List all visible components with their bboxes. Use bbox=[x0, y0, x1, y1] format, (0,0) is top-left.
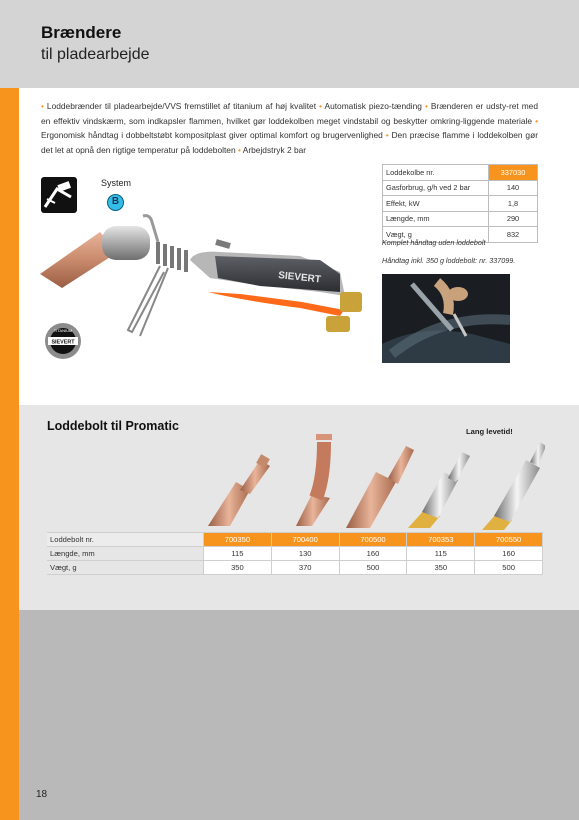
system-badge: B bbox=[107, 194, 124, 211]
page-header bbox=[0, 0, 579, 88]
bullet: • bbox=[424, 101, 428, 111]
bolt-row-label: Længde, mm bbox=[47, 547, 204, 561]
bullet: • bbox=[535, 115, 538, 126]
spec-label: Effekt, kW bbox=[383, 196, 489, 212]
bolt-cell: 700353 bbox=[407, 533, 475, 547]
table-row bbox=[383, 165, 538, 181]
bolt-table bbox=[47, 532, 543, 575]
table-row bbox=[47, 533, 543, 547]
footer-gray-block bbox=[19, 610, 579, 820]
usage-photo bbox=[382, 274, 510, 363]
bolt-700350 bbox=[208, 454, 270, 526]
intro-item: Den præcise flamme i loddekolben gør det let at opnå den rigtige temperatur på loddebolten bbox=[41, 130, 538, 155]
bolt-700500 bbox=[346, 446, 414, 528]
spec-note: Håndtag inkl. 350 g loddebolt: nr. 337099. bbox=[382, 256, 516, 265]
table-row bbox=[47, 561, 543, 575]
bolt-cell: 500 bbox=[475, 561, 543, 575]
bolt-section-title: Loddebolt til Promatic bbox=[47, 419, 179, 433]
spec-table bbox=[382, 164, 538, 243]
spec-label: Længde, mm bbox=[383, 211, 489, 227]
bolt-cell: 370 bbox=[271, 561, 339, 575]
bullet: • bbox=[385, 130, 389, 140]
bolt-cell: 500 bbox=[339, 561, 407, 575]
intro-item: Ergonomisk håndtag i dobbeltstøbt kompositplast giver optimal komfort og brugervenlighed bbox=[41, 130, 386, 140]
badge-bottom-text: SIEVERT bbox=[51, 339, 75, 346]
intro-text bbox=[41, 99, 538, 157]
spec-label: Loddekolbe nr. bbox=[383, 165, 489, 181]
intro-item: Automatisk piezo-tænding bbox=[321, 101, 425, 111]
table-row bbox=[383, 211, 538, 227]
bolt-cell: 350 bbox=[407, 561, 475, 575]
bolt-row-label: Vægt, g bbox=[47, 561, 204, 575]
table-row bbox=[47, 547, 543, 561]
bolt-700400 bbox=[296, 434, 332, 526]
spec-label: Gasforbrug, g/h ved 2 bar bbox=[383, 180, 489, 196]
bullet: • bbox=[319, 101, 322, 111]
torch-brand-text: SIEVERT bbox=[277, 270, 322, 286]
table-row bbox=[383, 180, 538, 196]
bolt-cell: 160 bbox=[475, 547, 543, 561]
bolt-cell: 700550 bbox=[475, 533, 543, 547]
bolt-cell: 350 bbox=[204, 561, 272, 575]
system-label: System bbox=[101, 178, 132, 188]
intro-item: Loddebrænder til pladearbejde/VVS fremstillet af titanium af høj kvalitet bbox=[43, 101, 320, 111]
orange-side-bar bbox=[0, 88, 19, 820]
bolt-700550 bbox=[482, 442, 545, 530]
bolt-cell: 130 bbox=[271, 547, 339, 561]
spec-note: Komplet håndtag uden loddebolt bbox=[382, 238, 486, 247]
badge-top-text: TITANIUM bbox=[53, 328, 73, 333]
bolt-cell: 700400 bbox=[271, 533, 339, 547]
bullet: • bbox=[237, 144, 241, 155]
soldering-torch-image bbox=[40, 212, 370, 357]
spec-value: 1,8 bbox=[489, 196, 538, 212]
spec-value: 290 bbox=[489, 211, 538, 227]
bolt-cell: 160 bbox=[339, 547, 407, 561]
table-row bbox=[383, 196, 538, 212]
bolt-cell: 700500 bbox=[339, 533, 407, 547]
bolt-cell: 115 bbox=[407, 547, 475, 561]
bolt-row-label: Loddebolt nr. bbox=[47, 533, 204, 547]
roof-work-icon bbox=[41, 177, 77, 213]
spec-value: 337030 bbox=[489, 165, 538, 181]
bolt-cell: 115 bbox=[204, 547, 272, 561]
bullet: • bbox=[41, 101, 44, 111]
intro-item: Brænderen er udsty-ret med en effektiv vindskærm, som indkapsler flammen, hvilket gør loddekolben meget vindstabil og beskytter omkring-liggende materiale bbox=[41, 101, 538, 126]
long-life-label: Lang levetid! bbox=[466, 427, 513, 436]
page-number: 18 bbox=[36, 789, 48, 800]
intro-item: Arbejdstryk 2 bar bbox=[240, 144, 307, 155]
bolt-700353 bbox=[408, 452, 470, 528]
bolt-cell: 700350 bbox=[204, 533, 272, 547]
spec-label: Vægt, g bbox=[383, 227, 489, 243]
spec-value: 832 bbox=[489, 227, 538, 243]
page-subtitle: til pladearbejde bbox=[41, 46, 150, 63]
spec-value: 140 bbox=[489, 180, 538, 196]
page-title: Brændere bbox=[41, 23, 122, 42]
titanium-sievert-badge bbox=[44, 322, 82, 360]
soldering-bolts-image bbox=[200, 432, 545, 532]
